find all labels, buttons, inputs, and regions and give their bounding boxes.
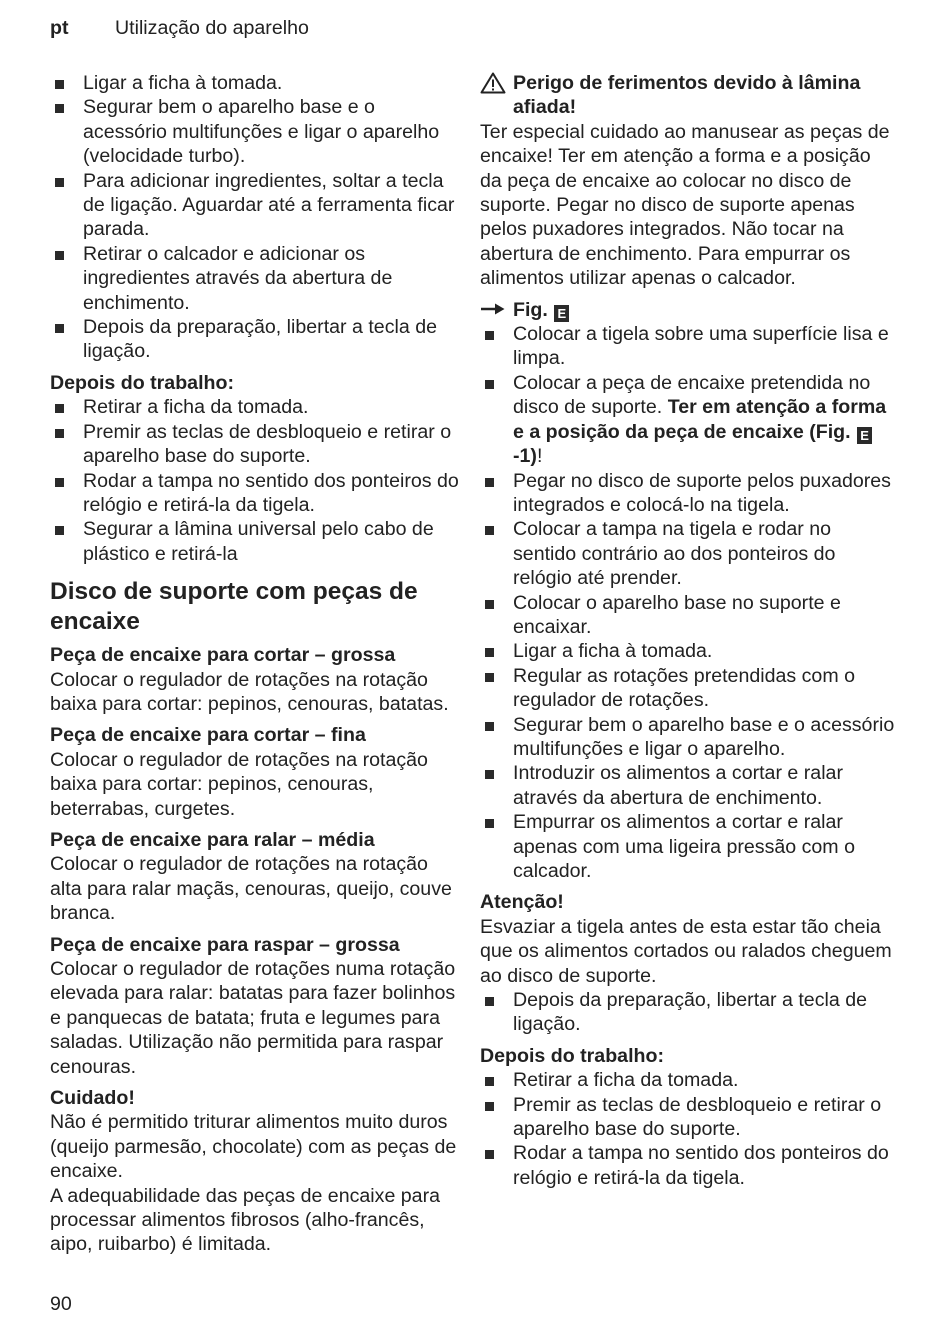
attention-list [480, 988, 895, 1037]
attention-text: Esvaziar a tigela antes de esta estar tão cheia que os alimentos cortados ou ralados cheguem ao disco de suporte. [480, 915, 892, 987]
figure-ref-number: -1) [513, 445, 537, 468]
fig-label: Fig. [513, 298, 548, 321]
step-text: Colocar a peça de encaixe pretendida no disco de suporte. [513, 371, 871, 419]
arrow-right-icon [480, 302, 506, 316]
list-item: Rodar a tampa no sentido dos ponteiros do relógio e retirá-la da tigela. [480, 1141, 895, 1190]
right-column [480, 71, 895, 1190]
block-title: Peça de encaixe para cortar – grossa [50, 644, 396, 667]
after-work-heading: Depois do trabalho: [50, 371, 234, 394]
warning-triangle-icon [480, 72, 506, 94]
page-number: 90 [50, 1293, 72, 1315]
list-item: Depois da preparação, libertar a tecla de ligação. [50, 315, 460, 364]
list-item: Segurar bem o aparelho base e o acessório multifunções e ligar o aparelho (velocidade turbo). [50, 95, 460, 168]
list-item: Colocar a tigela sobre uma superfície lisa e limpa. [480, 322, 895, 371]
after-work-heading: Depois do trabalho: [480, 1044, 664, 1067]
caution-text: Não é permitido triturar alimentos muito duros (queijo parmesão, chocolate) com as peças de encaixe. [50, 1111, 457, 1183]
warning-title: Perigo de ferimentos devido à lâmina afiada! [513, 72, 861, 119]
header-title: Utilização do aparelho [115, 17, 309, 39]
list-item: Para adicionar ingredientes, soltar a tecla de ligação. Aguardar até a ferramenta ficar parada. [50, 169, 460, 242]
block-text: Colocar o regulador de rotações na rotação alta para ralar maçãs, cenouras, queijo, couve branca. [50, 853, 452, 925]
list-item: Colocar o aparelho base no suporte e encaixar. [480, 591, 895, 640]
caution-text-2: A adequabilidade das peças de encaixe para processar alimentos fibrosos (alho-francês, aipo, ruibarbo) é limitada. [50, 1184, 440, 1256]
list-item: Rodar a tampa no sentido dos ponteiros do relógio e retirá-la da tigela. [50, 469, 460, 518]
list-item: Ligar a ficha à tomada. [50, 71, 460, 95]
list-item: Segurar a lâmina universal pelo cabo de plástico e retirá-la [50, 517, 460, 566]
block-title: Peça de encaixe para raspar – grossa [50, 933, 400, 956]
figure-reference [480, 298, 895, 322]
list-item: Pegar no disco de suporte pelos puxadores integrados e colocá-lo na tigela. [480, 469, 895, 518]
caution-heading: Cuidado! [50, 1087, 135, 1110]
block-text: Colocar o regulador de rotações na rotação baixa para cortar: pepinos, cenouras, beterrabas, curgetes. [50, 748, 428, 820]
block-title: Peça de encaixe para cortar – fina [50, 724, 366, 747]
list-item: Regular as rotações pretendidas com o regulador de rotações. [480, 664, 895, 713]
list-item [480, 371, 895, 469]
list-item: Ligar a ficha à tomada. [480, 639, 895, 663]
step-emphasis: Ter em atenção a forma e a posição da peça de encaixe (Fig. [513, 396, 887, 443]
step-text-end: ! [536, 445, 543, 468]
page-header [50, 16, 309, 40]
left-column [50, 71, 460, 1257]
attention-heading: Atenção! [480, 891, 564, 914]
list-item: Empurrar os alimentos a cortar e ralar apenas com uma ligeira pressão com o calcador. [480, 810, 895, 883]
list-item: Premir as teclas de desbloqueio e retirar o aparelho base do suporte. [480, 1093, 895, 1142]
fig-e-badge: E [857, 427, 872, 444]
list-item: Depois da preparação, libertar a tecla de ligação. [480, 988, 895, 1037]
list-item: Retirar o calcador e adicionar os ingredientes através da abertura de enchimento. [50, 242, 460, 315]
list-item: Retirar a ficha da tomada. [50, 395, 460, 419]
block-title: Peça de encaixe para ralar – média [50, 828, 375, 851]
after-work-list [50, 395, 460, 566]
block-text: Colocar o regulador de rotações na rotação baixa para cortar: pepinos, cenouras, batatas. [50, 668, 449, 715]
assembly-steps-list [480, 322, 895, 883]
list-item: Segurar bem o aparelho base e o acessório multifunções e ligar o aparelho. [480, 713, 895, 762]
language-code: pt [50, 17, 69, 39]
list-item: Retirar a ficha da tomada. [480, 1068, 895, 1092]
block-text: Colocar o regulador de rotações numa rotação elevada para ralar: batatas para fazer bolinhos e panquecas de batata; fruta e legumes para saladas. Utilização não permitida para raspar cenouras. [50, 958, 456, 1078]
list-item: Colocar a tampa na tigela e rodar no sentido contrário ao dos ponteiros do relógio até prender. [480, 517, 895, 590]
fig-e-badge: E [554, 305, 569, 322]
section-title: Disco de suporte com peças de encaixe [50, 578, 418, 636]
warning-heading [480, 71, 895, 120]
warning-text: Ter especial cuidado ao manusear as peças de encaixe! Ter em atenção a forma e a posição da peça de encaixe ao colocar no disco de suporte. Pegar no disco de suporte apenas pelos puxadores integrados. Não tocar na abertura de enchimento. Para empurrar os alimentos utilizar apenas o calcador. [480, 120, 890, 290]
list-item: Premir as teclas de desbloqueio e retirar o aparelho base do suporte. [50, 420, 460, 469]
after-work-list [480, 1068, 895, 1190]
list-item: Introduzir os alimentos a cortar e ralar através da abertura de enchimento. [480, 761, 895, 810]
usage-steps-list [50, 71, 460, 364]
